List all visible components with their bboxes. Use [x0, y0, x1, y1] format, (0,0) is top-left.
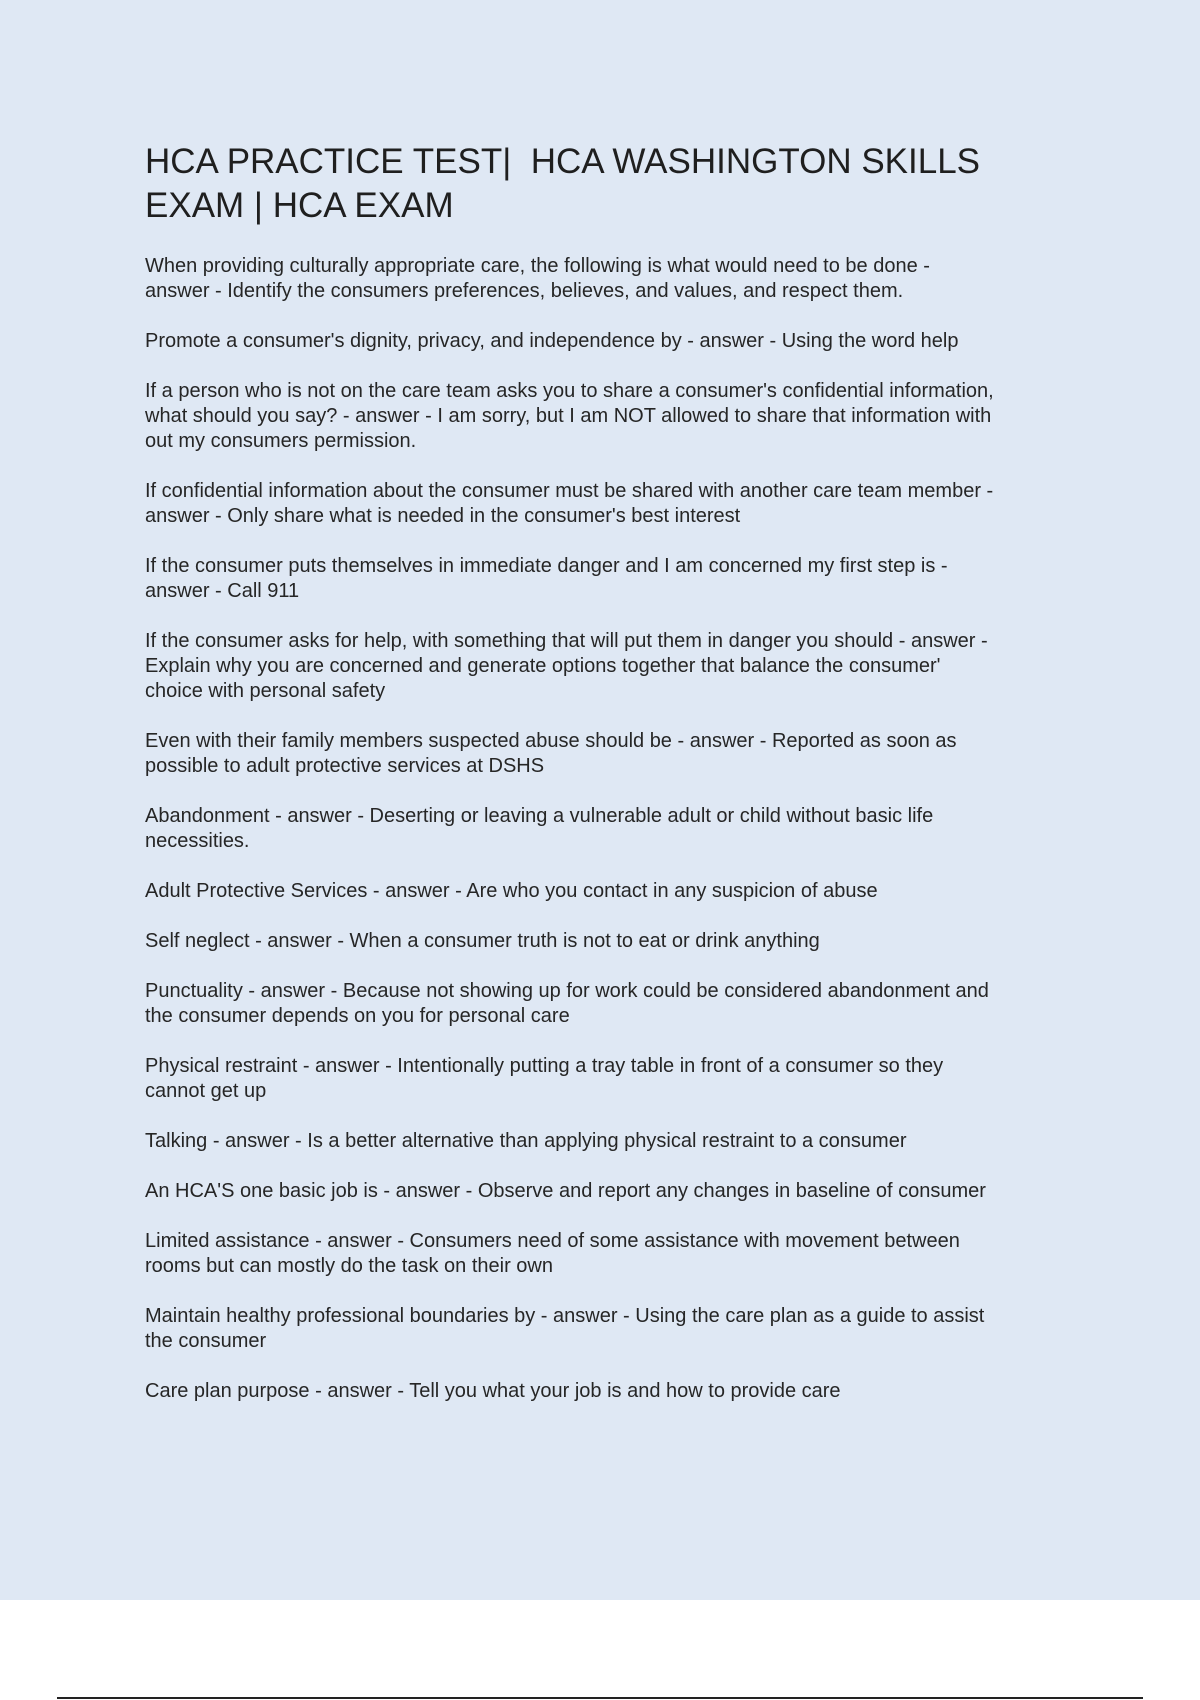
qa-item: When providing culturally appropriate care, the following is what would need to be done - answer - Identify the consumers preferences, believes, and values, and respect them.: [145, 255, 930, 302]
qa-item: Abandonment - answer - Deserting or leaving a vulnerable adult or child without basic life necessities.: [145, 805, 934, 852]
qa-item: Physical restraint - answer - Intentionally putting a tray table in front of a consumer so they cannot get up: [145, 1055, 944, 1102]
qa-item: Adult Protective Services - answer - Are who you contact in any suspicion of abuse: [145, 880, 878, 902]
qa-item: Self neglect - answer - When a consumer truth is not to eat or drink anything: [145, 930, 820, 952]
qa-item: If the consumer asks for help, with something that will put them in danger you should - answer - Explain why you are concerned and generate options together that balance the consumer' choice with personal safety: [145, 630, 988, 702]
qa-list: [145, 254, 1095, 1404]
qa-item: Limited assistance - answer - Consumers need of some assistance with movement between rooms but can mostly do the task on their own: [145, 1230, 960, 1277]
footer-divider: [57, 1697, 1143, 1699]
qa-item: If the consumer puts themselves in immediate danger and I am concerned my first step is - answer - Call 911: [145, 555, 948, 602]
qa-item: Promote a consumer's dignity, privacy, and independence by - answer - Using the word help: [145, 330, 959, 352]
qa-item: Even with their family members suspected abuse should be - answer - Reported as soon as possible to adult protective services at DSHS: [145, 730, 957, 777]
qa-item: If a person who is not on the care team asks you to share a consumer's confidential information, what should you say? - answer - I am sorry, but I am NOT allowed to share that information with out my consumers permission.: [145, 380, 994, 452]
document-content: [145, 140, 1095, 1429]
qa-item: Punctuality - answer - Because not showing up for work could be considered abandonment and the consumer depends on you for personal care: [145, 980, 989, 1027]
qa-item: Maintain healthy professional boundaries by - answer - Using the care plan as a guide to assist the consumer: [145, 1305, 985, 1352]
qa-item: If confidential information about the consumer must be shared with another care team member - answer - Only share what is needed in the consumer's best interest: [145, 480, 994, 527]
qa-item: Talking - answer - Is a better alternative than applying physical restraint to a consumer: [145, 1130, 907, 1152]
document-title: HCA PRACTICE TEST| HCA WASHINGTON SKILLS EXAM | HCA EXAM: [145, 142, 981, 225]
qa-item: Care plan purpose - answer - Tell you what your job is and how to provide care: [145, 1380, 841, 1402]
qa-item: An HCA'S one basic job is - answer - Observe and report any changes in baseline of consumer: [145, 1180, 986, 1202]
